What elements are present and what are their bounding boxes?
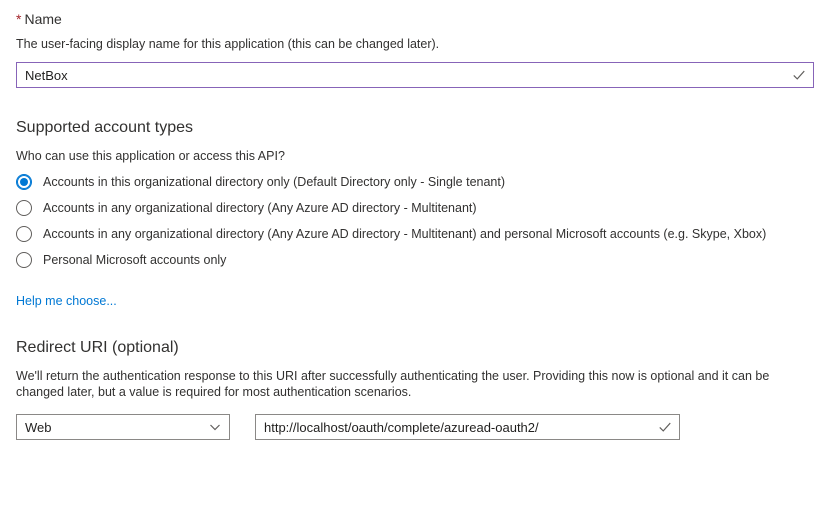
help-me-choose-link[interactable]: Help me choose...: [16, 294, 117, 308]
redirect-uri-description: We'll return the authentication response to this URI after successfully authenticating the user. Providing this now is optional and it can be changed later, but a value is required for most authentication scenarios.: [16, 369, 770, 399]
name-field-group: [16, 10, 813, 88]
radio-icon[interactable]: [16, 226, 32, 242]
redirect-uri-input-wrapper[interactable]: [255, 414, 680, 440]
platform-select-value: Web: [25, 419, 52, 435]
radio-icon[interactable]: [16, 252, 32, 268]
radio-option-single-tenant[interactable]: [16, 174, 813, 190]
radio-label: Accounts in this organizational directory only (Default Directory only - Single tenant): [43, 175, 506, 189]
radio-option-personal-only[interactable]: [16, 252, 813, 268]
radio-label: Accounts in any organizational directory (Any Azure AD directory - Multitenant): [43, 201, 477, 215]
radio-icon[interactable]: [16, 174, 32, 190]
checkmark-icon: [658, 420, 672, 434]
checkmark-icon: [792, 68, 806, 82]
radio-option-multitenant[interactable]: [16, 200, 813, 216]
name-description: The user-facing display name for this application (this can be changed later).: [16, 37, 440, 51]
name-label: [16, 10, 813, 28]
account-types-group: [16, 118, 813, 308]
account-types-radio-group: [16, 174, 813, 268]
account-types-header: Supported account types: [16, 119, 194, 136]
chevron-down-icon: [209, 421, 221, 433]
radio-icon[interactable]: [16, 200, 32, 216]
redirect-uri-header: Redirect URI (optional): [16, 339, 179, 356]
name-input[interactable]: [17, 63, 813, 87]
name-input-wrapper[interactable]: [16, 62, 814, 88]
platform-select[interactable]: [16, 414, 230, 440]
required-marker: *: [16, 11, 22, 27]
radio-label: Accounts in any organizational directory (Any Azure AD directory - Multitenant) and personal Microsoft accounts (e.g. Skype, Xbox): [43, 227, 767, 241]
redirect-uri-row: [16, 414, 813, 440]
account-types-subtext: Who can use this application or access this API?: [16, 149, 285, 163]
redirect-uri-input[interactable]: [256, 415, 679, 439]
radio-option-multitenant-personal[interactable]: [16, 226, 813, 242]
radio-label: Personal Microsoft accounts only: [43, 253, 227, 267]
redirect-uri-group: [16, 338, 813, 440]
name-label-text: Name: [24, 11, 62, 27]
